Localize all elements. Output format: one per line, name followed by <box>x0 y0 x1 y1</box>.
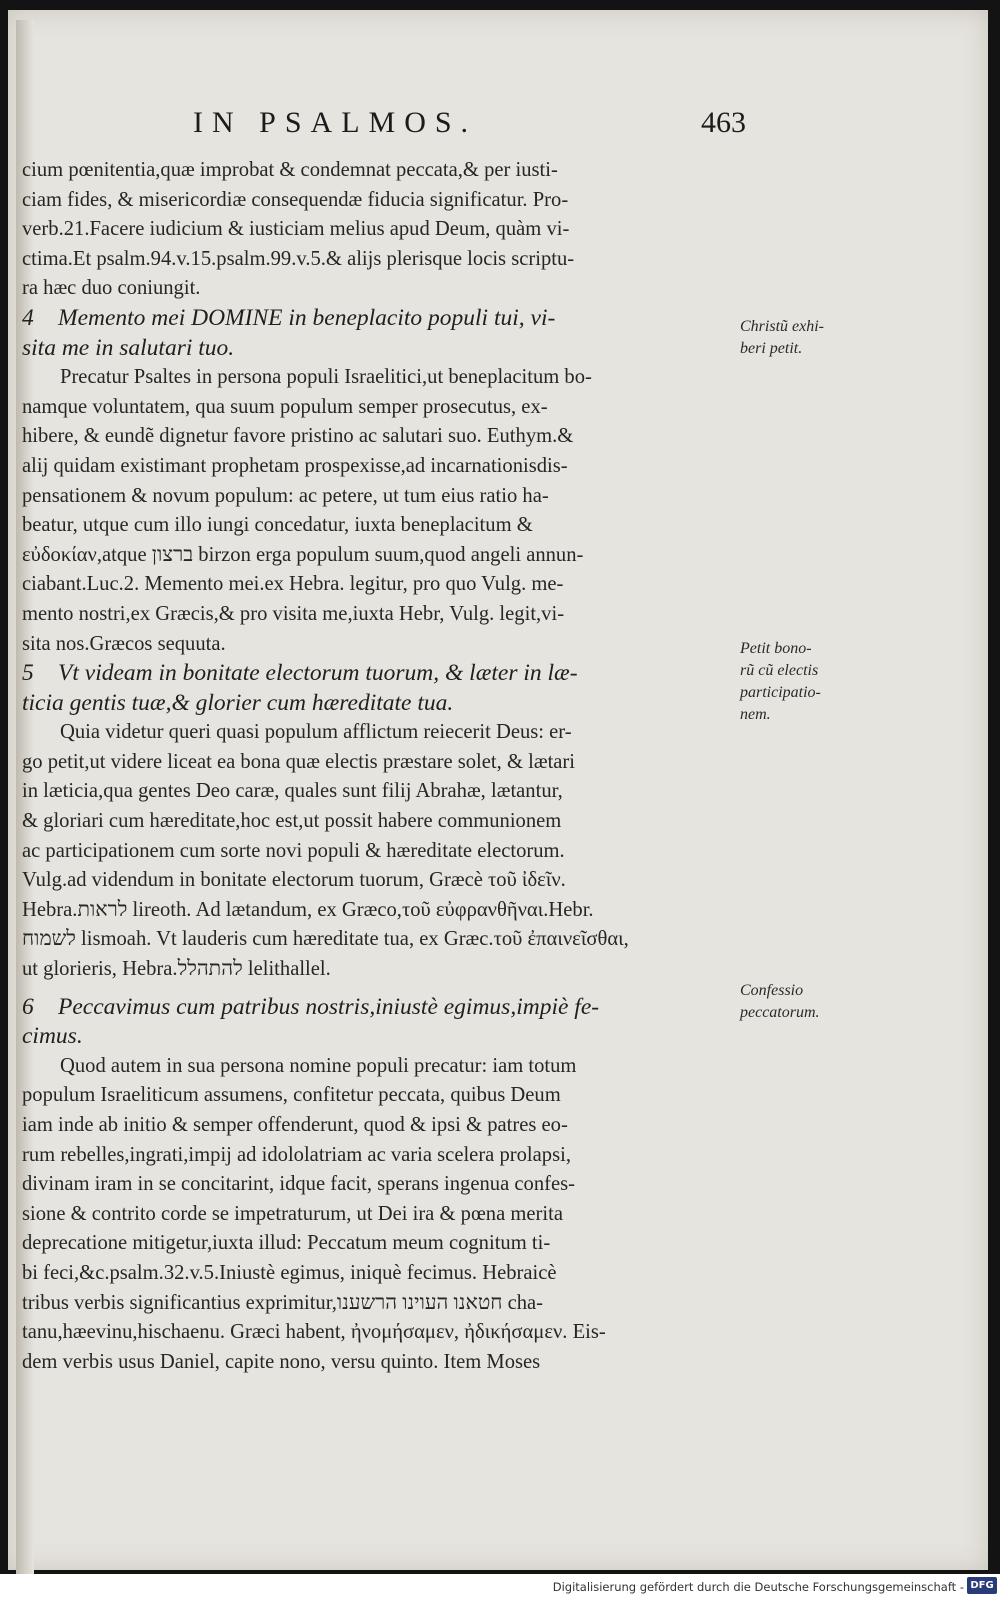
commentary-line: alij quidam existimant prophetam prospexisse,ad incarnationisdis- <box>22 454 568 477</box>
commentary-line: Quod autem in sua persona nomine populi precatur: iam totum <box>60 1054 577 1077</box>
margin-note-line: nem. <box>740 706 771 723</box>
commentary-line: Precatur Psaltes in persona populi Israelitici,ut beneplacitum bo- <box>60 366 592 389</box>
verse-number: 6 <box>22 993 34 1020</box>
margin-note-line: peccatorum. <box>740 1004 820 1021</box>
commentary-line: Hebra.לראות lireoth. Ad lætandum, ex Græco,τοῦ εὐφρανθῆναι.Hebr. <box>22 898 594 921</box>
margin-note-line: Confessio <box>740 982 804 999</box>
verse-text: Memento mei DOMINE in beneplacito populi tui, vi- <box>58 304 556 331</box>
commentary-line: לשמוח lismoah. Vt lauderis cum hæreditate tua, ex Græc.τοῦ ἐπαινεῖσθαι, <box>22 928 629 951</box>
commentary-line: ac participationem cum sorte novi populi & hæreditate electorum. <box>22 839 565 862</box>
dfg-logo: DFG <box>967 1577 997 1594</box>
commentary-line: rum rebelles,ingrati,impij ad idololatriam ac varia scelera prolapsi, <box>22 1143 571 1166</box>
commentary-line: iam inde ab initio & semper offenderunt, quod & ipsi & patres eo- <box>22 1114 568 1136</box>
commentary-line: εὐδοκίαν,atque ברצון birzon erga populum suum,quod angeli annun- <box>22 543 584 566</box>
verse-text: Vt videam in bonitate electorum tuorum, & læter in læ- <box>58 660 578 687</box>
text-line: verb.21.Facere iudicium & iusticiam melius apud Deum, quàm vi- <box>22 218 570 241</box>
commentary-line: ciabant.Luc.2. Memento mei.ex Hebra. legitur, pro quo Vulg. me- <box>22 573 564 596</box>
verse-text: Peccavimus cum patribus nostris,iniustè egimus,impiè fe- <box>58 993 600 1020</box>
commentary-line: bi feci,&c.psalm.32.v.5.Iniustè egimus, iniquè fecimus. Hebraicè <box>22 1261 557 1284</box>
main-text <box>22 156 746 1377</box>
page-number: 463 <box>701 106 746 139</box>
verse-number: 5 <box>22 660 34 687</box>
verse-6-line: cimus. <box>22 1023 83 1050</box>
margin-note-line: beri petit. <box>740 340 803 357</box>
commentary-line: dem verbis usus Daniel, capite nono, versu quinto. Item Moses <box>22 1350 541 1373</box>
verse-4-line <box>22 304 746 334</box>
text-line: cium pœnitentia,quæ improbat & condemnat peccata,& per iusti- <box>22 159 558 181</box>
commentary-line: go petit,ut videre liceat ea bona quæ electis præstare solet, & lætari <box>22 750 576 773</box>
footer-bar <box>0 1574 1000 1601</box>
margin-note-confessio <box>740 980 855 1024</box>
verse-number: 4 <box>22 304 34 331</box>
commentary-line: Quia videtur queri quasi populum afflictum reiecerit Deus: er- <box>60 721 572 744</box>
margin-note-christum <box>740 316 855 360</box>
commentary-line: sione & contrito corde se impetraturum, ut Dei ira & pœna merita <box>22 1202 563 1225</box>
commentary-line: divinam iram in se concitarint, idque facit, sperans ingenua confes- <box>22 1173 575 1196</box>
margin-note-line: Christũ exhi- <box>740 318 824 335</box>
commentary-line: & gloriari cum hæreditate,hoc est,ut possit habere communionem <box>22 810 562 833</box>
commentary-line: pensationem & novum populum: ac petere, ut tum eius ratio ha- <box>22 484 549 507</box>
commentary-line: beatur, utque cum illo iungi concedatur, iuxta beneplacitum & <box>22 514 533 537</box>
commentary-line: hibere, & eundẽ dignetur favore pristino ac salutari suo. Euthym.& <box>22 425 574 448</box>
commentary-line: tanu,hæevinu,hischaenu. Græci habent, ἠνομήσαμεν, ἠδικήσαμεν. Eis- <box>22 1321 606 1344</box>
verse-6-line <box>22 993 746 1023</box>
commentary-line: deprecatione mitigetur,iuxta illud: Peccatum meum cognitum ti- <box>22 1232 551 1255</box>
verse-5-line <box>22 659 746 689</box>
book-page <box>8 10 988 1570</box>
commentary-line: namque voluntatem, qua suum populum semper prosecutus, ex- <box>22 395 548 418</box>
funding-credit: Digitalisierung gefördert durch die Deutsche Forschungsgemeinschaft - <box>552 1580 964 1594</box>
text-line: ciam fides, & misericordiæ consequendæ fiducia significatur. Pro- <box>22 188 569 211</box>
commentary-line: sita nos.Græcos sequuta. <box>22 632 226 655</box>
margin-note-petit-bonorum <box>740 638 855 726</box>
verse-4-line: sita me in salutari tuo. <box>22 334 235 361</box>
margin-note-line: rũ cũ electis <box>740 662 819 679</box>
commentary-line: tribus verbis significantius exprimitur,חטאנו העוינו הרשענו cha- <box>22 1291 544 1314</box>
commentary-line: populum Israeliticum assumens, confitetur peccata, quibus Deum <box>22 1084 561 1107</box>
text-line: ra hæc duo coniungit. <box>22 277 201 300</box>
spacer <box>22 985 746 993</box>
page-header <box>8 106 988 150</box>
commentary-line: mento nostri,ex Græcis,& pro visita me,iuxta Hebr, Vulg. legit,vi- <box>22 602 565 625</box>
text-line: ctima.Et psalm.94.v.15.psalm.99.v.5.& alijs plerisque locis scriptu- <box>22 247 575 270</box>
margin-note-line: Petit bono- <box>740 640 812 657</box>
verse-5-line: ticia gentis tuæ,& glorier cum hæreditate tua. <box>22 689 454 716</box>
margin-note-line: participatio- <box>740 684 821 701</box>
commentary-line: Vulg.ad videndum in bonitate electorum tuorum, Græcè τοῦ ἰδεῖν. <box>22 869 566 892</box>
running-title: IN PSALMOS. <box>193 106 478 139</box>
commentary-line: ut glorieris, Hebra.להתהלל lelithallel. <box>22 958 331 981</box>
commentary-line: in læticia,qua gentes Deo caræ, quales sunt filij Abrahæ, lætantur, <box>22 780 563 803</box>
